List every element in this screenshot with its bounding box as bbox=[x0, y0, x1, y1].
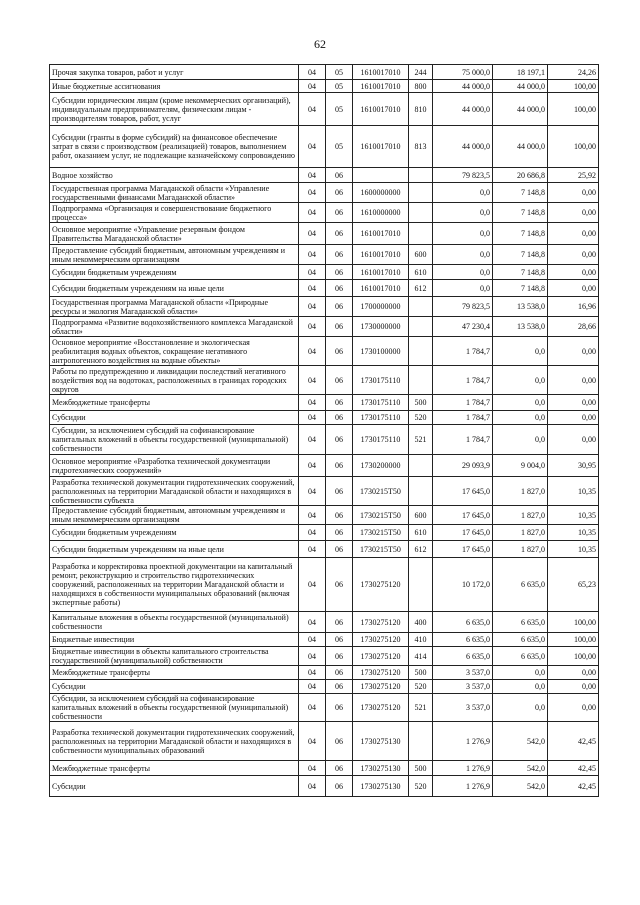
row-target-article: 1610017010 bbox=[353, 265, 409, 280]
row-actual: 18 197,1 bbox=[493, 65, 548, 80]
row-actual: 7 148,8 bbox=[493, 265, 548, 280]
table-row bbox=[50, 366, 599, 395]
row-planned: 1 276,9 bbox=[433, 761, 493, 776]
row-section: 04 bbox=[299, 168, 326, 183]
row-percent: 10,35 bbox=[548, 541, 599, 558]
row-target-article: 1610017010 bbox=[353, 245, 409, 265]
row-target-article: 1730200000 bbox=[353, 455, 409, 477]
table-row bbox=[50, 203, 599, 223]
row-planned: 79 823,5 bbox=[433, 297, 493, 317]
row-subsection: 06 bbox=[326, 317, 353, 337]
row-target-article: 1730275120 bbox=[353, 694, 409, 722]
row-subsection: 06 bbox=[326, 558, 353, 612]
row-subsection: 06 bbox=[326, 425, 353, 455]
row-target-article: 1730275120 bbox=[353, 633, 409, 647]
row-subsection: 06 bbox=[326, 541, 353, 558]
table-row bbox=[50, 722, 599, 761]
row-percent: 24,26 bbox=[548, 65, 599, 80]
row-name: Субсидии, за исключением субсидий на софинансирование капитальных вложений в объекты государственной (муниципальной) собственности bbox=[50, 694, 299, 722]
row-percent: 25,92 bbox=[548, 168, 599, 183]
row-actual: 44 000,0 bbox=[493, 126, 548, 168]
row-percent: 100,00 bbox=[548, 612, 599, 633]
row-percent: 0,00 bbox=[548, 411, 599, 425]
row-actual: 44 000,0 bbox=[493, 93, 548, 126]
row-target-article: 1730215Т50 bbox=[353, 525, 409, 541]
row-actual: 542,0 bbox=[493, 761, 548, 776]
row-percent: 0,00 bbox=[548, 366, 599, 395]
row-percent: 16,96 bbox=[548, 297, 599, 317]
row-target-article: 1730100000 bbox=[353, 337, 409, 366]
row-name: Предоставление субсидий бюджетным, автономным учреждениям и иным некоммерческим организациям bbox=[50, 506, 299, 525]
row-actual: 0,0 bbox=[493, 425, 548, 455]
row-percent: 10,35 bbox=[548, 477, 599, 506]
table-row bbox=[50, 317, 599, 337]
row-planned: 1 784,7 bbox=[433, 425, 493, 455]
row-section: 04 bbox=[299, 506, 326, 525]
row-percent: 0,00 bbox=[548, 680, 599, 694]
row-subsection: 06 bbox=[326, 203, 353, 223]
row-name: Работы по предупреждению и ликвидации последствий негативного воздействия вод на водотоках, расположенных в границах городских округов bbox=[50, 366, 299, 395]
row-actual: 0,0 bbox=[493, 680, 548, 694]
row-name: Межбюджетные трансферты bbox=[50, 666, 299, 680]
row-actual: 6 635,0 bbox=[493, 633, 548, 647]
row-subsection: 06 bbox=[326, 395, 353, 411]
table-row bbox=[50, 666, 599, 680]
row-actual: 20 686,8 bbox=[493, 168, 548, 183]
row-name: Субсидии bbox=[50, 680, 299, 694]
row-name: Разработка и корректировка проектной документации на капитальный ремонт, реконструкцию и строительство гидротехнических сооружений, расположенных на территории Магаданской области и находящихся в собственности муниципальных образований (включая экспертные работы) bbox=[50, 558, 299, 612]
row-target-article: 1610017010 bbox=[353, 126, 409, 168]
table-row bbox=[50, 633, 599, 647]
row-subsection: 06 bbox=[326, 680, 353, 694]
row-target-article: 1730175110 bbox=[353, 366, 409, 395]
row-expense-type bbox=[409, 183, 433, 203]
row-planned: 44 000,0 bbox=[433, 126, 493, 168]
row-percent: 28,66 bbox=[548, 317, 599, 337]
row-planned: 10 172,0 bbox=[433, 558, 493, 612]
row-target-article bbox=[353, 168, 409, 183]
row-section: 04 bbox=[299, 680, 326, 694]
row-actual: 0,0 bbox=[493, 337, 548, 366]
row-expense-type: 813 bbox=[409, 126, 433, 168]
row-percent: 0,00 bbox=[548, 265, 599, 280]
row-planned: 1 784,7 bbox=[433, 366, 493, 395]
row-percent: 100,00 bbox=[548, 647, 599, 666]
row-actual: 6 635,0 bbox=[493, 558, 548, 612]
row-target-article: 1730275130 bbox=[353, 776, 409, 797]
row-actual: 542,0 bbox=[493, 776, 548, 797]
row-subsection: 05 bbox=[326, 126, 353, 168]
row-name: Субсидии bbox=[50, 776, 299, 797]
row-planned: 1 784,7 bbox=[433, 395, 493, 411]
row-planned: 3 537,0 bbox=[433, 694, 493, 722]
row-planned: 0,0 bbox=[433, 245, 493, 265]
row-target-article: 1700000000 bbox=[353, 297, 409, 317]
row-name: Субсидии бюджетным учреждениям на иные цели bbox=[50, 541, 299, 558]
row-subsection: 06 bbox=[326, 477, 353, 506]
row-section: 04 bbox=[299, 541, 326, 558]
row-expense-type: 810 bbox=[409, 93, 433, 126]
row-name: Прочая закупка товаров, работ и услуг bbox=[50, 65, 299, 80]
row-planned: 6 635,0 bbox=[433, 633, 493, 647]
row-target-article: 1730275130 bbox=[353, 761, 409, 776]
row-section: 04 bbox=[299, 694, 326, 722]
row-subsection: 06 bbox=[326, 776, 353, 797]
row-name: Разработка технической документации гидротехнических сооружений, расположенных на территории Магаданской области и находящихся в собственности муниципальных образований bbox=[50, 722, 299, 761]
row-expense-type: 500 bbox=[409, 761, 433, 776]
row-planned: 0,0 bbox=[433, 223, 493, 245]
table-row bbox=[50, 455, 599, 477]
row-expense-type: 414 bbox=[409, 647, 433, 666]
row-name: Основное мероприятие «Восстановление и экологическая реабилитация водных объектов, сокращение негативного антропогенного воздействия на водные объекты» bbox=[50, 337, 299, 366]
row-section: 04 bbox=[299, 126, 326, 168]
row-percent: 0,00 bbox=[548, 183, 599, 203]
row-section: 04 bbox=[299, 265, 326, 280]
row-target-article: 1730275120 bbox=[353, 558, 409, 612]
row-actual: 542,0 bbox=[493, 722, 548, 761]
row-section: 04 bbox=[299, 647, 326, 666]
row-name: Межбюджетные трансферты bbox=[50, 761, 299, 776]
row-name: Предоставление субсидий бюджетным, автономным учреждениям и иным некоммерческим организациям bbox=[50, 245, 299, 265]
row-target-article: 1730275120 bbox=[353, 647, 409, 666]
row-percent: 0,00 bbox=[548, 337, 599, 366]
row-expense-type bbox=[409, 223, 433, 245]
row-target-article: 1610017010 bbox=[353, 93, 409, 126]
row-actual: 6 635,0 bbox=[493, 612, 548, 633]
row-expense-type bbox=[409, 455, 433, 477]
row-subsection: 06 bbox=[326, 455, 353, 477]
row-expense-type: 520 bbox=[409, 776, 433, 797]
table-row bbox=[50, 558, 599, 612]
row-planned: 3 537,0 bbox=[433, 680, 493, 694]
table-row bbox=[50, 265, 599, 280]
row-planned: 6 635,0 bbox=[433, 612, 493, 633]
row-actual: 13 538,0 bbox=[493, 297, 548, 317]
row-subsection: 06 bbox=[326, 183, 353, 203]
row-subsection: 05 bbox=[326, 65, 353, 80]
row-section: 04 bbox=[299, 633, 326, 647]
row-subsection: 06 bbox=[326, 506, 353, 525]
row-target-article: 1730275130 bbox=[353, 722, 409, 761]
row-section: 04 bbox=[299, 776, 326, 797]
row-name: Бюджетные инвестиции bbox=[50, 633, 299, 647]
row-expense-type bbox=[409, 337, 433, 366]
row-planned: 0,0 bbox=[433, 280, 493, 297]
row-section: 04 bbox=[299, 337, 326, 366]
row-subsection: 06 bbox=[326, 633, 353, 647]
row-target-article: 1730215Т50 bbox=[353, 541, 409, 558]
row-expense-type bbox=[409, 317, 433, 337]
row-planned: 75 000,0 bbox=[433, 65, 493, 80]
row-expense-type bbox=[409, 168, 433, 183]
table-row bbox=[50, 245, 599, 265]
row-expense-type bbox=[409, 203, 433, 223]
row-planned: 79 823,5 bbox=[433, 168, 493, 183]
row-actual: 0,0 bbox=[493, 366, 548, 395]
row-section: 04 bbox=[299, 183, 326, 203]
table-row bbox=[50, 80, 599, 93]
row-section: 04 bbox=[299, 317, 326, 337]
row-section: 04 bbox=[299, 395, 326, 411]
table-row bbox=[50, 297, 599, 317]
row-name: Разработка технической документации гидротехнических сооружений, расположенных на территории Магаданской области и находящихся в собственности субъекта bbox=[50, 477, 299, 506]
row-percent: 10,35 bbox=[548, 525, 599, 541]
row-percent: 0,00 bbox=[548, 694, 599, 722]
row-actual: 1 827,0 bbox=[493, 525, 548, 541]
row-section: 04 bbox=[299, 245, 326, 265]
row-subsection: 06 bbox=[326, 525, 353, 541]
row-percent: 0,00 bbox=[548, 223, 599, 245]
row-actual: 13 538,0 bbox=[493, 317, 548, 337]
row-percent: 100,00 bbox=[548, 633, 599, 647]
row-expense-type: 410 bbox=[409, 633, 433, 647]
table-row bbox=[50, 65, 599, 80]
row-section: 04 bbox=[299, 93, 326, 126]
row-target-article: 1730175110 bbox=[353, 425, 409, 455]
row-subsection: 06 bbox=[326, 337, 353, 366]
row-section: 04 bbox=[299, 411, 326, 425]
row-subsection: 05 bbox=[326, 80, 353, 93]
row-target-article: 1730175110 bbox=[353, 411, 409, 425]
row-subsection: 06 bbox=[326, 666, 353, 680]
row-actual: 44 000,0 bbox=[493, 80, 548, 93]
row-expense-type: 520 bbox=[409, 411, 433, 425]
row-target-article: 1730000000 bbox=[353, 317, 409, 337]
row-subsection: 06 bbox=[326, 647, 353, 666]
row-target-article: 1730175110 bbox=[353, 395, 409, 411]
row-section: 04 bbox=[299, 722, 326, 761]
row-actual: 6 635,0 bbox=[493, 647, 548, 666]
row-section: 04 bbox=[299, 761, 326, 776]
row-subsection: 06 bbox=[326, 223, 353, 245]
row-section: 04 bbox=[299, 366, 326, 395]
row-planned: 29 093,9 bbox=[433, 455, 493, 477]
table-row bbox=[50, 477, 599, 506]
row-planned: 0,0 bbox=[433, 183, 493, 203]
row-target-article: 1610017010 bbox=[353, 280, 409, 297]
row-planned: 6 635,0 bbox=[433, 647, 493, 666]
row-percent: 100,00 bbox=[548, 93, 599, 126]
row-expense-type: 612 bbox=[409, 541, 433, 558]
row-name: Основное мероприятие «Управление резервным фондом Правительства Магаданской области» bbox=[50, 223, 299, 245]
row-percent: 0,00 bbox=[548, 666, 599, 680]
table-row bbox=[50, 612, 599, 633]
table-row bbox=[50, 776, 599, 797]
row-expense-type: 500 bbox=[409, 395, 433, 411]
row-planned: 17 645,0 bbox=[433, 541, 493, 558]
row-actual: 1 827,0 bbox=[493, 477, 548, 506]
row-section: 04 bbox=[299, 297, 326, 317]
row-target-article: 1730275120 bbox=[353, 680, 409, 694]
row-expense-type: 521 bbox=[409, 694, 433, 722]
row-subsection: 06 bbox=[326, 168, 353, 183]
row-percent: 100,00 bbox=[548, 80, 599, 93]
row-name: Иные бюджетные ассигнования bbox=[50, 80, 299, 93]
row-target-article: 1730215Т50 bbox=[353, 477, 409, 506]
row-expense-type: 521 bbox=[409, 425, 433, 455]
row-planned: 17 645,0 bbox=[433, 477, 493, 506]
row-target-article: 1610017010 bbox=[353, 65, 409, 80]
row-actual: 0,0 bbox=[493, 694, 548, 722]
row-section: 04 bbox=[299, 280, 326, 297]
row-percent: 0,00 bbox=[548, 395, 599, 411]
row-name: Государственная программа Магаданской области «Природные ресурсы и экология Магаданской области» bbox=[50, 297, 299, 317]
row-subsection: 05 bbox=[326, 93, 353, 126]
row-planned: 3 537,0 bbox=[433, 666, 493, 680]
row-expense-type: 612 bbox=[409, 280, 433, 297]
budget-table bbox=[49, 64, 599, 797]
row-percent: 10,35 bbox=[548, 506, 599, 525]
row-section: 04 bbox=[299, 203, 326, 223]
row-section: 04 bbox=[299, 65, 326, 80]
row-percent: 42,45 bbox=[548, 776, 599, 797]
row-planned: 1 784,7 bbox=[433, 337, 493, 366]
row-actual: 1 827,0 bbox=[493, 506, 548, 525]
table-row bbox=[50, 425, 599, 455]
row-section: 04 bbox=[299, 666, 326, 680]
row-planned: 1 276,9 bbox=[433, 722, 493, 761]
row-section: 04 bbox=[299, 558, 326, 612]
row-target-article: 1730275120 bbox=[353, 666, 409, 680]
row-name: Капитальные вложения в объекты государственной (муниципальной) собственности bbox=[50, 612, 299, 633]
table-row bbox=[50, 93, 599, 126]
row-subsection: 06 bbox=[326, 265, 353, 280]
row-percent: 42,45 bbox=[548, 722, 599, 761]
row-actual: 7 148,8 bbox=[493, 203, 548, 223]
row-name: Подпрограмма «Организация и совершенствование бюджетного процесса» bbox=[50, 203, 299, 223]
row-actual: 7 148,8 bbox=[493, 280, 548, 297]
row-target-article: 1610017010 bbox=[353, 223, 409, 245]
row-planned: 0,0 bbox=[433, 265, 493, 280]
row-actual: 1 827,0 bbox=[493, 541, 548, 558]
table-row bbox=[50, 168, 599, 183]
row-planned: 1 784,7 bbox=[433, 411, 493, 425]
row-subsection: 06 bbox=[326, 366, 353, 395]
page-number: 62 bbox=[314, 37, 326, 51]
row-planned: 44 000,0 bbox=[433, 80, 493, 93]
table-row bbox=[50, 506, 599, 525]
row-planned: 1 276,9 bbox=[433, 776, 493, 797]
row-section: 04 bbox=[299, 525, 326, 541]
row-name: Подпрограмма «Развитие водохозяйственного комплекса Магаданской области» bbox=[50, 317, 299, 337]
row-target-article: 1730275120 bbox=[353, 612, 409, 633]
row-actual: 0,0 bbox=[493, 395, 548, 411]
table-row bbox=[50, 126, 599, 168]
row-planned: 44 000,0 bbox=[433, 93, 493, 126]
row-percent: 0,00 bbox=[548, 280, 599, 297]
table-row bbox=[50, 223, 599, 245]
row-section: 04 bbox=[299, 80, 326, 93]
row-expense-type: 800 bbox=[409, 80, 433, 93]
row-expense-type: 400 bbox=[409, 612, 433, 633]
row-name: Субсидии bbox=[50, 411, 299, 425]
row-percent: 100,00 bbox=[548, 126, 599, 168]
row-expense-type: 610 bbox=[409, 265, 433, 280]
table-row bbox=[50, 647, 599, 666]
row-expense-type: 600 bbox=[409, 245, 433, 265]
row-percent: 42,45 bbox=[548, 761, 599, 776]
row-percent: 0,00 bbox=[548, 245, 599, 265]
row-subsection: 06 bbox=[326, 694, 353, 722]
row-name: Субсидии бюджетным учреждениям bbox=[50, 265, 299, 280]
table-row bbox=[50, 541, 599, 558]
table-row bbox=[50, 694, 599, 722]
table-row bbox=[50, 337, 599, 366]
row-subsection: 06 bbox=[326, 280, 353, 297]
row-section: 04 bbox=[299, 612, 326, 633]
table-row bbox=[50, 280, 599, 297]
row-expense-type bbox=[409, 558, 433, 612]
row-percent: 0,00 bbox=[548, 425, 599, 455]
row-name: Субсидии (гранты в форме субсидий) на финансовое обеспечение затрат в связи с производством (реализацией) товаров, выполнением работ, оказанием услуг, не подлежащие казначейскому сопровождению bbox=[50, 126, 299, 168]
row-expense-type: 520 bbox=[409, 680, 433, 694]
row-actual: 7 148,8 bbox=[493, 223, 548, 245]
row-actual: 7 148,8 bbox=[493, 183, 548, 203]
row-name: Бюджетные инвестиции в объекты капитального строительства государственной (муниципальной) собственности bbox=[50, 647, 299, 666]
row-target-article: 1730215Т50 bbox=[353, 506, 409, 525]
row-name: Субсидии, за исключением субсидий на софинансирование капитальных вложений в объекты государственной (муниципальной) собственности bbox=[50, 425, 299, 455]
row-name: Субсидии бюджетным учреждениям bbox=[50, 525, 299, 541]
row-expense-type bbox=[409, 297, 433, 317]
row-target-article: 1600000000 bbox=[353, 183, 409, 203]
row-expense-type bbox=[409, 722, 433, 761]
row-percent: 65,23 bbox=[548, 558, 599, 612]
table-row bbox=[50, 761, 599, 776]
row-target-article: 1610000000 bbox=[353, 203, 409, 223]
row-section: 04 bbox=[299, 455, 326, 477]
table-row bbox=[50, 395, 599, 411]
row-name: Субсидии юридическим лицам (кроме некоммерческих организаций), индивидуальным предпринимателям, физическим лицам - производителям товаров, работ, услуг bbox=[50, 93, 299, 126]
row-actual: 9 004,0 bbox=[493, 455, 548, 477]
row-expense-type bbox=[409, 366, 433, 395]
row-planned: 17 645,0 bbox=[433, 506, 493, 525]
row-expense-type bbox=[409, 477, 433, 506]
row-actual: 7 148,8 bbox=[493, 245, 548, 265]
row-section: 04 bbox=[299, 223, 326, 245]
row-subsection: 06 bbox=[326, 411, 353, 425]
row-target-article: 1610017010 bbox=[353, 80, 409, 93]
table-row bbox=[50, 525, 599, 541]
row-name: Водное хозяйство bbox=[50, 168, 299, 183]
table-row bbox=[50, 183, 599, 203]
row-subsection: 06 bbox=[326, 612, 353, 633]
row-expense-type: 600 bbox=[409, 506, 433, 525]
row-percent: 0,00 bbox=[548, 203, 599, 223]
row-actual: 0,0 bbox=[493, 411, 548, 425]
row-subsection: 06 bbox=[326, 245, 353, 265]
row-planned: 0,0 bbox=[433, 203, 493, 223]
row-planned: 47 230,4 bbox=[433, 317, 493, 337]
table-row bbox=[50, 680, 599, 694]
row-actual: 0,0 bbox=[493, 666, 548, 680]
row-expense-type: 244 bbox=[409, 65, 433, 80]
row-name: Субсидии бюджетным учреждениям на иные цели bbox=[50, 280, 299, 297]
row-planned: 17 645,0 bbox=[433, 525, 493, 541]
row-name: Межбюджетные трансферты bbox=[50, 395, 299, 411]
row-subsection: 06 bbox=[326, 722, 353, 761]
row-subsection: 06 bbox=[326, 297, 353, 317]
row-name: Государственная программа Магаданской области «Управление государственными финансами Магаданской области» bbox=[50, 183, 299, 203]
row-expense-type: 610 bbox=[409, 525, 433, 541]
row-section: 04 bbox=[299, 425, 326, 455]
table-row bbox=[50, 411, 599, 425]
row-expense-type: 500 bbox=[409, 666, 433, 680]
row-percent: 30,95 bbox=[548, 455, 599, 477]
row-subsection: 06 bbox=[326, 761, 353, 776]
row-name: Основное мероприятие «Разработка технической документации гидротехнических сооружений» bbox=[50, 455, 299, 477]
row-section: 04 bbox=[299, 477, 326, 506]
